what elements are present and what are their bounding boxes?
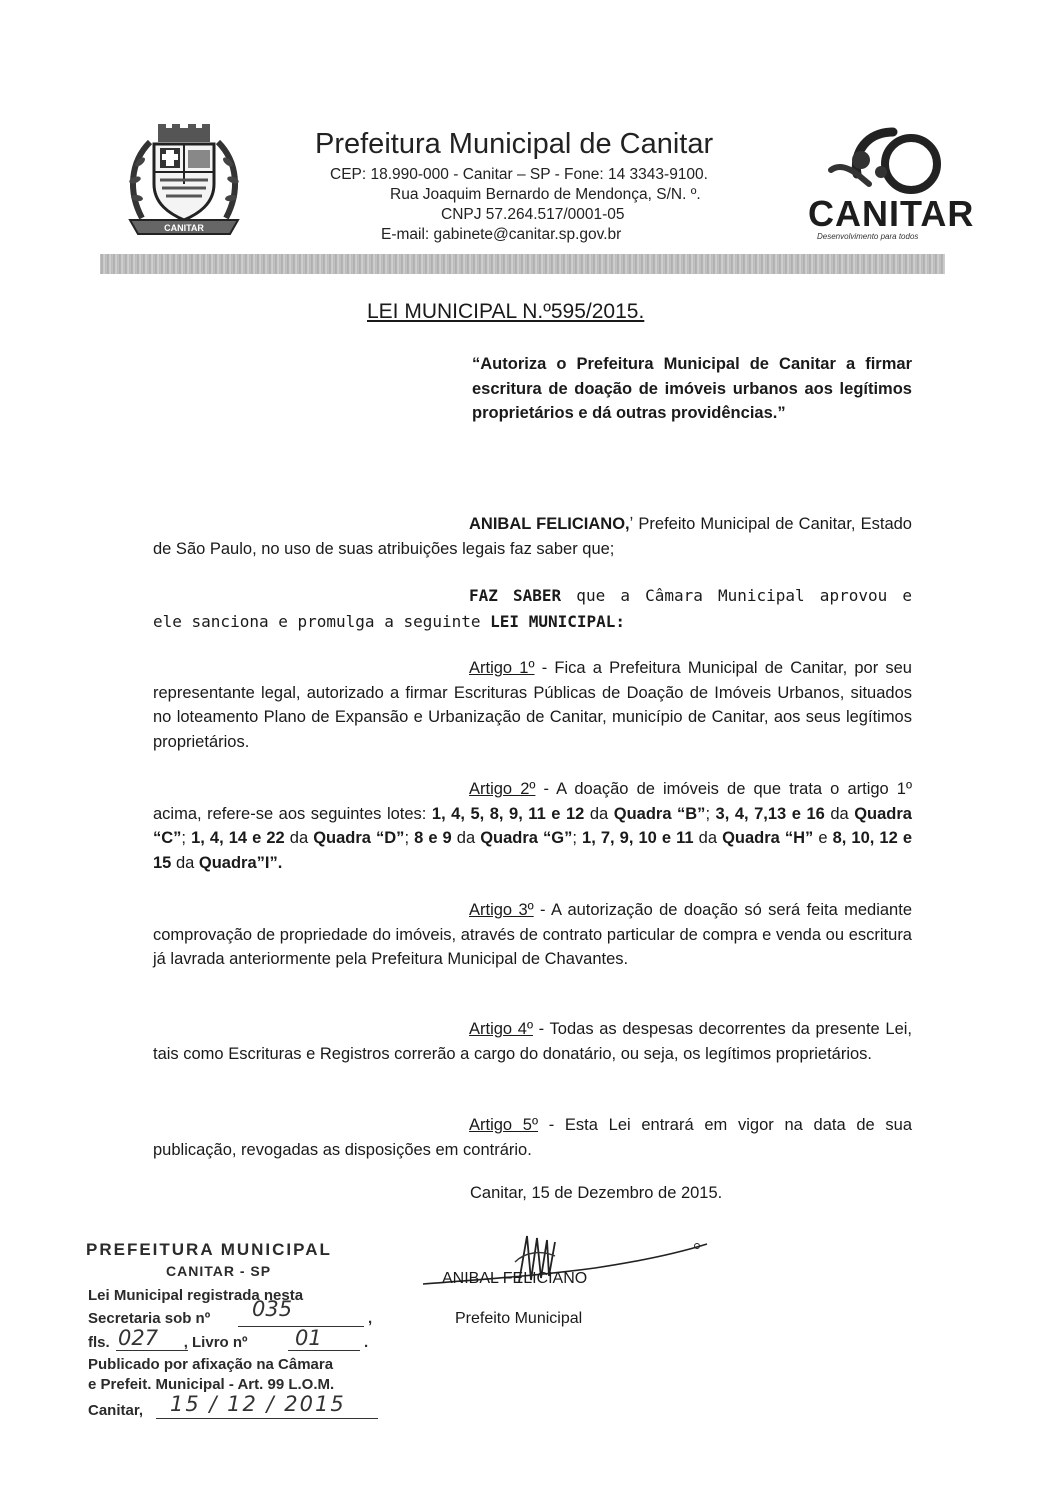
- signatory-name: ANIBAL FELICIANO: [442, 1270, 588, 1287]
- stamp-line-1: PREFEITURA MUNICIPAL: [86, 1240, 332, 1259]
- text-da: da: [284, 829, 314, 847]
- signature-icon: [415, 1232, 715, 1302]
- quadra-g: Quadra “G”: [480, 829, 573, 847]
- stamp-blank-line: [156, 1418, 378, 1419]
- stamp-line-6: Publicado por afixação na Câmara: [88, 1356, 334, 1373]
- stamp-blank-line: [116, 1350, 188, 1351]
- quadra-b: Quadra “B”: [613, 804, 706, 823]
- lots-i: 8, 10, 12 e 15: [153, 829, 913, 872]
- stamp-fls-label: fls.: [88, 1334, 110, 1351]
- stamp-handwritten-fls: 027: [118, 1326, 159, 1350]
- separator: ;: [705, 804, 716, 823]
- lots-c: 3, 4, 7,13 e 16: [715, 804, 825, 823]
- article-5-label: Artigo 5º: [469, 1116, 539, 1134]
- article-1-label: Artigo 1º: [469, 659, 535, 677]
- article-4: [153, 1017, 912, 1066]
- text-da: da: [693, 829, 723, 847]
- stamp-line-2: CANITAR - SP: [166, 1263, 272, 1279]
- faz-saber-text: que a Câmara Municipal aprovou e ele sanciona e promulga a seguinte: [153, 586, 912, 631]
- stamp-comma: ,: [368, 1310, 373, 1327]
- article-5: [153, 1113, 912, 1162]
- stamp-period: .: [364, 1334, 369, 1351]
- article-3: [153, 898, 912, 972]
- article-4-label: Artigo 4º: [469, 1020, 533, 1038]
- header-title: Prefeitura Municipal de Canitar: [315, 128, 714, 160]
- law-ementa: “Autoriza o Prefeitura Municipal de Canitar a firmar escritura de doação de imóveis urbanos aos legítimos proprietários e dá outras providências.”: [472, 355, 912, 422]
- text-e: e: [813, 829, 833, 847]
- quadra-d: Quadra “D”: [313, 829, 405, 847]
- separator: ;: [181, 829, 192, 847]
- article-1: [153, 656, 912, 754]
- header-address-line-1: CEP: 18.990-000 - Canitar – SP - Fone: 14 3343-9100.: [330, 166, 708, 183]
- stamp-handwritten-livro: 01: [295, 1326, 322, 1350]
- stray-mark: ʼ: [629, 515, 634, 533]
- preamble-text: Prefeito Municipal de Canitar, Estado de São Paulo, no uso de suas atribuições legais faz saber que;: [153, 515, 912, 558]
- preamble-paragraph: [153, 512, 912, 561]
- signatory-role: Prefeito Municipal: [455, 1310, 583, 1327]
- stamp-line-3: Lei Municipal registrada nesta: [88, 1287, 304, 1304]
- stamp-line-8: [88, 1402, 143, 1419]
- municipal-crest-icon: [120, 122, 248, 242]
- stamp-handwritten-date: 15 / 12 / 2015: [170, 1392, 346, 1416]
- crest-label: CANITAR: [164, 223, 204, 233]
- quadra-h: Quadra “H”: [722, 829, 814, 847]
- faz-saber-lead: FAZ SABER: [469, 586, 562, 605]
- separator: ;: [572, 829, 583, 847]
- stamp-blank-line: [288, 1350, 360, 1351]
- stamp-handwritten-number: 035: [252, 1297, 293, 1321]
- article-2: [153, 777, 912, 875]
- quadra-c: Quadra “C”: [153, 804, 912, 847]
- stamp-line-7: e Prefeit. Municipal - Art. 99 L.O.M.: [88, 1376, 335, 1393]
- text-da: da: [451, 829, 481, 847]
- faz-saber-paragraph: [153, 583, 912, 635]
- text-da: da: [584, 804, 614, 823]
- lots-h: 1, 7, 9, 10 e 11: [582, 829, 694, 847]
- date-line: Canitar, 15 de Dezembro de 2015.: [470, 1184, 723, 1202]
- article-4-text: - Todas as despesas decorrentes da presente Lei, tais como Escrituras e Registros correrão a cargo do donatário, ou seja, os legítimos proprietários.: [153, 1020, 912, 1063]
- header-email: E-mail: gabinete@canitar.sp.gov.br: [381, 226, 622, 243]
- article-3-text: - A autorização de doação só será feita mediante comprovação de propriedade do imóveis, através de contrato particular de compra e venda ou escritura já lavrada anteriormente pela Prefeitura Municipal de Chavantes.: [153, 901, 912, 968]
- article-1-text: - Fica a Prefeitura Municipal de Canitar, por seu representante legal, autorizado a firmar Escrituras Públicas de Doação de Imóveis Urbanos, situados no loteamento Plano de Expansão e Urbanização de Canitar, município de Canitar, aos seus legítimos proprietários.: [153, 659, 912, 751]
- lots-g: 8 e 9: [414, 829, 452, 847]
- article-2-label: Artigo 2º: [469, 780, 536, 798]
- article-3-label: Artigo 3º: [469, 901, 534, 919]
- faz-saber-lei: LEI MUNICIPAL:: [490, 612, 626, 631]
- header-cnpj: CNPJ 57.264.517/0001-05: [441, 206, 625, 223]
- mayor-name: ANIBAL FELICIANO,: [469, 515, 630, 533]
- quadra-i: Quadra”I”.: [198, 853, 283, 872]
- header-address-line-2: Rua Joaquim Bernardo de Mendonça, S/N. º.: [390, 186, 701, 203]
- stamp-livro-label: , Livro nº: [183, 1334, 248, 1351]
- lots-b: 1, 4, 5, 8, 9, 11 e 12: [431, 804, 585, 823]
- article-5-text: - Esta Lei entrará em vigor na data de sua publicação, revogadas as disposições em contrário.: [153, 1116, 912, 1159]
- stamp-secretaria-label: Secretaria sob nº: [88, 1310, 211, 1327]
- logo-wordmark: CANITAR: [808, 193, 975, 234]
- stamp-canitar-label: Canitar,: [88, 1402, 144, 1419]
- text-da: da: [824, 804, 855, 823]
- header-divider-band: [100, 254, 945, 274]
- logo-tagline: Desenvolvimento para todos: [817, 232, 919, 241]
- stamp-line-4: [88, 1310, 373, 1327]
- lots-d: 1, 4, 14 e 22: [191, 829, 285, 847]
- article-2-text: - A doação de imóveis de que trata o artigo 1º acima, refere-se aos seguintes lotes:: [153, 780, 913, 823]
- text-da: da: [171, 853, 199, 872]
- separator: ;: [404, 829, 415, 847]
- law-title: LEI MUNICIPAL N.º595/2015.: [367, 300, 645, 323]
